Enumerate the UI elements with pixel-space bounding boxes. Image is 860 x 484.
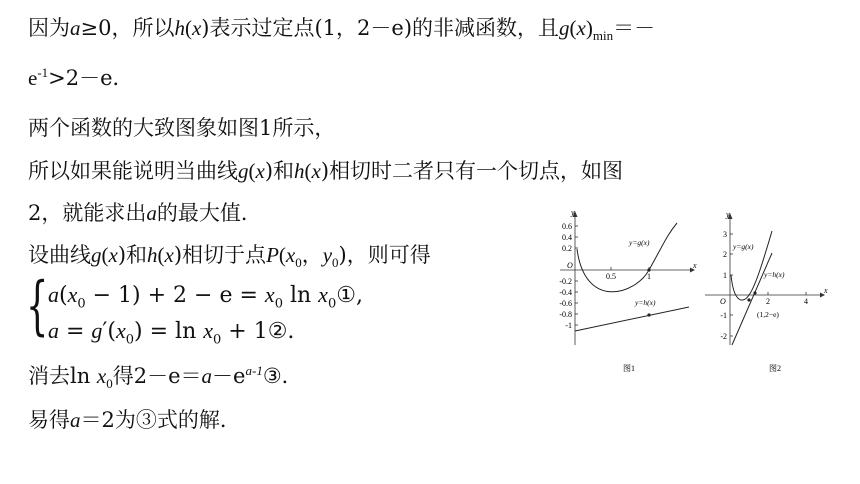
origin-label: O [720, 297, 726, 306]
y-tick-label: -0.8 [559, 310, 572, 319]
text-seg: ， [301, 243, 323, 267]
var-x: x [116, 318, 126, 343]
left-brace: { [26, 269, 49, 343]
var-x: x [67, 282, 78, 307]
figure-1 [555, 205, 705, 380]
var-g: g [559, 16, 570, 40]
paren: ( [184, 16, 192, 40]
var-x: x [96, 364, 107, 388]
text-seg: ＝－ [613, 16, 656, 40]
var-a: a [70, 408, 81, 432]
var-x: x [203, 318, 214, 343]
var-g: g [91, 243, 102, 267]
x-tick-label: 4 [804, 297, 808, 306]
text-seg: )和 [264, 159, 295, 183]
figure-caption: 图1 [623, 364, 635, 373]
math-seg: ′( [102, 319, 116, 344]
y-tick-label: -0.2 [559, 277, 572, 286]
math-seg: − 1) + 2 − e = [85, 283, 265, 308]
origin-label: O [567, 261, 573, 270]
text-seg: 消去ln [28, 364, 97, 388]
figure-2 [700, 205, 850, 380]
var-x: x [318, 282, 328, 307]
point-marker [753, 291, 756, 294]
point-label: (1,2−e) [757, 310, 779, 319]
paren: ( [569, 16, 577, 40]
text-seg: 易得 [28, 408, 70, 432]
text-line-2 [28, 65, 134, 90]
paren: ( [59, 283, 68, 308]
x-tick-label: 0.5 [606, 272, 616, 281]
var-h: h [174, 16, 185, 40]
text-seg: 设曲线 [28, 243, 91, 267]
text-line-9 [28, 410, 241, 431]
var-x: x [108, 243, 118, 267]
math-seg: ln [282, 283, 319, 308]
var-g: g [91, 318, 103, 343]
y-tick-label: -0.4 [559, 288, 572, 297]
text-line-5 [28, 203, 262, 224]
var-x: x [311, 159, 321, 183]
x-axis-label: x [693, 261, 697, 270]
text-seg: ③． [262, 364, 303, 388]
math-seg: = [59, 319, 92, 344]
var-a: a [146, 201, 157, 225]
var-a: a [48, 318, 59, 343]
text-seg: )，则可得 [338, 243, 431, 267]
text-seg: )和 [117, 243, 148, 267]
subscript-0: 0 [213, 332, 222, 348]
y-tick-label: 0.2 [562, 244, 572, 253]
y-tick-label: 1 [723, 271, 727, 280]
text-seg: )相切时二者只有一个切点，如图 [320, 159, 624, 183]
math-seg: ) = ln [134, 319, 204, 344]
y-tick-label: -0.6 [559, 299, 572, 308]
subscript-min: min [592, 28, 614, 44]
y-tick-label: -1 [720, 311, 727, 320]
curve-h-label: y=h(x) [635, 298, 656, 307]
var-x: x [191, 16, 202, 40]
curve-g-label: y=g(x) [733, 242, 754, 251]
var-h: h [294, 159, 305, 183]
x-tick-label: 1 [647, 272, 651, 281]
y-tick-label: 0.6 [562, 222, 572, 231]
math-seg: ①, [336, 283, 363, 308]
paren: ( [101, 243, 109, 267]
curve-g-label: y=g(x) [629, 238, 650, 247]
point-marker [647, 313, 650, 316]
text-seg: －e [212, 364, 246, 388]
var-a: a [48, 282, 59, 307]
y-tick-label: -1 [565, 321, 572, 330]
text-seg: >2－e． [48, 66, 134, 90]
y-tick-label: -2 [720, 332, 727, 341]
x-tick-label: 2 [766, 297, 770, 306]
y-axis-label: y [571, 208, 575, 217]
var-h: h [147, 243, 158, 267]
equation-1 [48, 282, 363, 312]
text-line-4 [28, 161, 623, 182]
paren: ( [248, 159, 256, 183]
text-seg: 得2－e＝ [112, 364, 202, 388]
text-seg: )表示过定点(1，2－e)的非减函数，且 [201, 16, 560, 40]
text-line-6 [28, 243, 431, 271]
y-axis-label: y [726, 210, 730, 219]
const-e: e [28, 66, 38, 90]
y-tick-label: 2 [723, 250, 727, 259]
figure-caption: 图2 [769, 364, 781, 373]
text-seg: 2，就能求出 [28, 201, 147, 225]
text-seg: 的最大值． [156, 201, 262, 225]
paren: ) [585, 16, 593, 40]
text-seg: 两个函数的大致图象如图1所示， [28, 116, 336, 140]
point-marker [747, 298, 750, 301]
subscript-0: 0 [327, 296, 337, 312]
subscript-0: 0 [332, 255, 339, 271]
subscript-0: 0 [274, 296, 283, 312]
subscript-0: 0 [77, 296, 86, 312]
superscript: -1 [37, 65, 49, 80]
equation-2 [48, 318, 295, 348]
text-seg: ＝2为③式的解． [80, 408, 241, 432]
text-line-3 [28, 118, 335, 139]
subscript-0: 0 [125, 332, 135, 348]
paren: ( [278, 243, 286, 267]
subscript-0: 0 [295, 255, 302, 271]
var-x: x [164, 243, 174, 267]
curve-h [575, 307, 689, 331]
var-y: y [322, 243, 333, 267]
var-P: P [266, 243, 279, 267]
curve-h-label: y=h(x) [764, 270, 785, 279]
superscript: a-1 [245, 363, 263, 378]
var-x: x [255, 159, 265, 183]
var-x: x [576, 16, 586, 40]
subscript-0: 0 [106, 376, 113, 392]
var-g: g [238, 159, 249, 183]
text-line-1 [28, 16, 656, 44]
y-tick-label: 0.4 [562, 233, 572, 242]
y-tick-label: 3 [723, 230, 727, 239]
text-seg: )相切于点 [173, 243, 267, 267]
var-a: a [201, 364, 213, 388]
paren: ( [304, 159, 312, 183]
var-x: x [264, 282, 275, 307]
text-line-8 [28, 363, 303, 392]
point-marker [647, 268, 650, 271]
x-axis-label: x [824, 286, 828, 295]
math-seg: + 1②. [221, 319, 295, 344]
curve-g [577, 223, 677, 292]
text-seg: 所以如果能说明当曲线 [28, 159, 238, 183]
var-x: x [285, 243, 296, 267]
text-seg: ≥0，所以 [80, 16, 175, 40]
text-seg: 因为 [28, 16, 70, 40]
var-a: a [70, 16, 81, 40]
paren: ( [157, 243, 165, 267]
